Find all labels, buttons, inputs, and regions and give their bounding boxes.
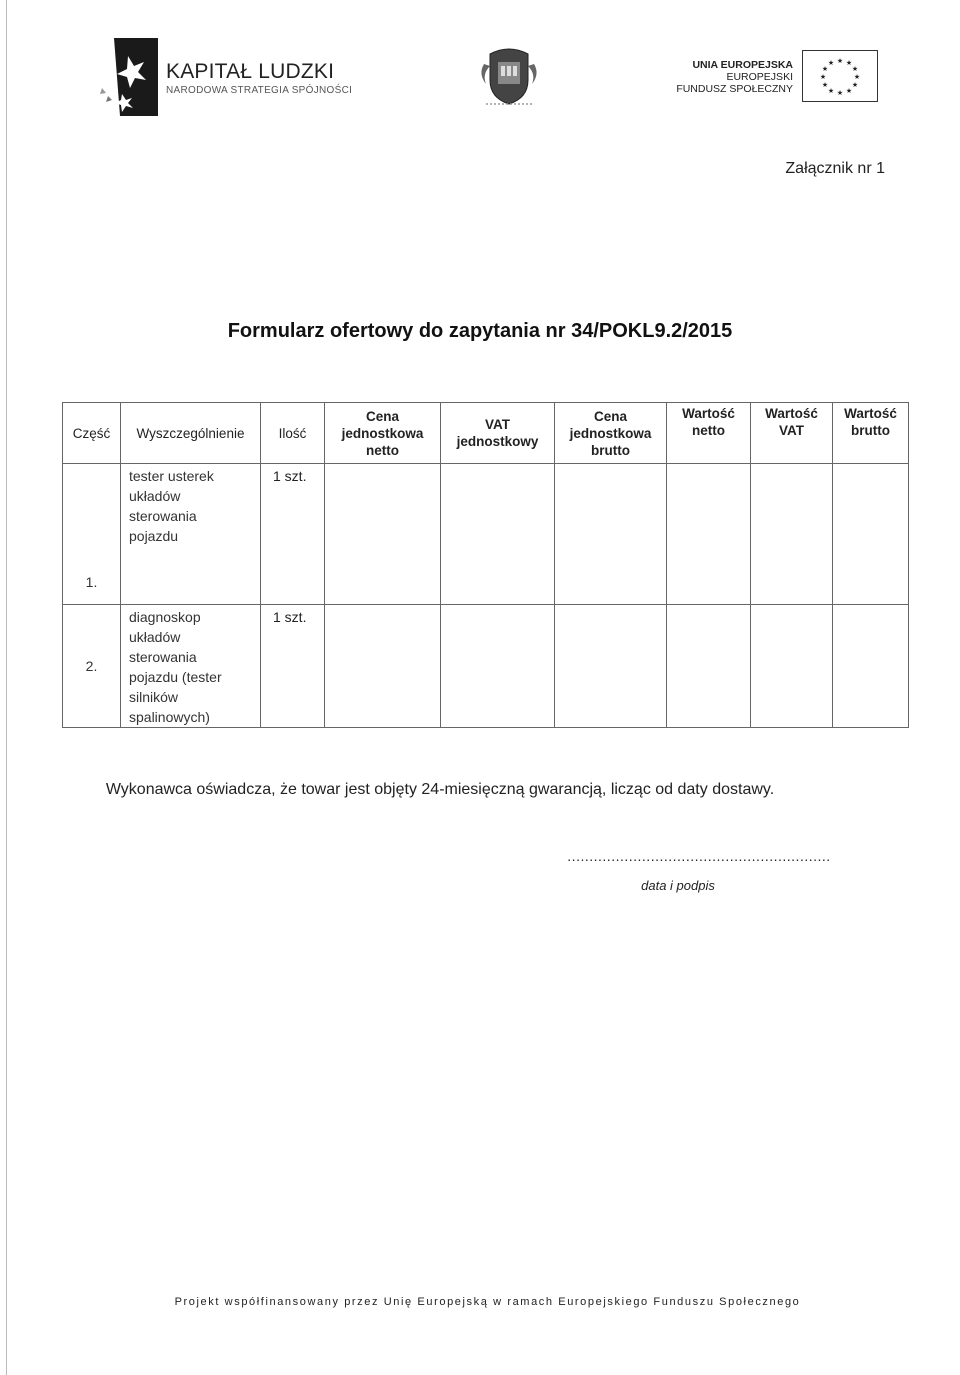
header-unit-net — [325, 403, 441, 464]
header-value-vat-line2: VAT — [779, 423, 804, 438]
row-unit-net-price — [325, 464, 441, 605]
header-spec — [121, 403, 261, 464]
annex-label: Załącznik nr 1 — [785, 160, 885, 177]
row-value-gross — [833, 464, 909, 605]
header-unit-gross-line2: jednostkowa — [569, 425, 652, 441]
svg-text:★: ★ — [821, 65, 829, 73]
offer-table — [62, 402, 909, 728]
header-value-gross-line2: brutto — [851, 423, 890, 438]
svg-text:★: ★ — [827, 87, 835, 95]
header-value-vat-line1: Wartość — [765, 406, 818, 421]
header-spec-label: Wyszczególnienie — [136, 425, 245, 441]
svg-text:★: ★ — [845, 59, 853, 67]
header-part — [63, 403, 121, 464]
row-unit-gross-price — [555, 464, 667, 605]
row-value-net — [667, 464, 751, 605]
footer-cofinancing-note: Projekt współfinansowany przez Unię Europejską w ramach Europejskiego Funduszu Społecznego — [174, 1296, 801, 1308]
kapital-ludzki-logo-icon — [100, 38, 158, 116]
scan-edge-line — [6, 0, 7, 1375]
row-description-line: diagnoskop — [129, 609, 201, 625]
table-row — [63, 464, 909, 605]
row-description-line: sterowania — [129, 508, 197, 524]
header-unit-gross — [555, 403, 667, 464]
header-value-net — [667, 403, 751, 464]
row-number: 2. — [63, 605, 121, 728]
svg-text:★: ★ — [827, 59, 835, 67]
svg-text:★: ★ — [851, 81, 859, 89]
header-unit-gross-line3: brutto — [591, 442, 630, 458]
row-quantity: 1 szt. — [261, 605, 325, 728]
header-qty-label: Ilość — [278, 425, 307, 441]
row-unit-net-price — [325, 605, 441, 728]
row-value-vat — [751, 464, 833, 605]
svg-text:★: ★ — [836, 89, 844, 97]
eu-union-line: UNIA EUROPEJSKA — [692, 59, 793, 71]
signature-label: data i podpis — [641, 878, 715, 893]
row-value-vat — [751, 605, 833, 728]
row-description-line: pojazdu — [129, 528, 179, 544]
row-description — [121, 464, 261, 605]
header-unit-net-line3: netto — [366, 442, 399, 458]
table-row — [63, 605, 909, 728]
header-vat-line2: jednostkowy — [456, 434, 539, 449]
header-part-label: Część — [72, 425, 111, 441]
header-unit-net-line2: jednostkowa — [341, 425, 424, 441]
table-header-row — [63, 403, 909, 464]
row-value-gross — [833, 605, 909, 728]
header-value-net-line1: Wartość — [682, 406, 735, 421]
row-description-line: układów — [129, 629, 181, 645]
program-subtitle: NARODOWA STRATEGIA SPÓJNOŚCI — [166, 85, 353, 96]
eu-fund-line-1: EUROPEJSKI — [726, 71, 793, 83]
row-description-line: układów — [129, 488, 181, 504]
regional-crest-icon — [478, 44, 540, 106]
header-unit-net-line1: Cena — [365, 408, 399, 424]
warranty-statement: Wykonawca oświadcza, że towar jest objęty 24-miesięczną gwarancją, licząc od daty dostawy. — [105, 781, 775, 798]
svg-text:★: ★ — [845, 87, 853, 95]
row-unit-vat — [441, 605, 555, 728]
header-vat-line1: VAT — [485, 417, 510, 432]
header-value-net-line2: netto — [692, 423, 725, 438]
row-description — [121, 605, 261, 728]
row-description-line: spalinowych) — [129, 709, 210, 725]
program-title: KAPITAŁ LUDZKI — [166, 60, 335, 83]
row-value-net — [667, 605, 751, 728]
header-value-gross — [833, 403, 909, 464]
svg-text:★: ★ — [821, 81, 829, 89]
svg-text:★: ★ — [819, 73, 827, 81]
eu-fund-label — [640, 59, 793, 95]
eu-fund-line-2: FUNDUSZ SPOŁECZNY — [676, 83, 793, 95]
signature-line: ............................................................ — [567, 848, 831, 864]
row-unit-vat — [441, 464, 555, 605]
row-quantity: 1 szt. — [261, 464, 325, 605]
row-description-line: sterowania — [129, 649, 197, 665]
row-number: 1. — [63, 464, 121, 605]
header-value-vat — [751, 403, 833, 464]
header-unit-gross-line1: Cena — [593, 408, 627, 424]
row-description-line: tester usterek — [129, 468, 214, 484]
svg-text:★: ★ — [836, 57, 844, 65]
svg-text:★: ★ — [851, 65, 859, 73]
row-description-line: silników — [129, 689, 179, 705]
eu-flag-icon — [802, 50, 878, 102]
header-qty — [261, 403, 325, 464]
row-description-line: pojazdu (tester — [129, 669, 222, 685]
header-vat — [441, 403, 555, 464]
header-value-gross-line1: Wartość — [844, 406, 897, 421]
row-unit-gross-price — [555, 605, 667, 728]
page-title: Formularz ofertowy do zapytania nr 34/POKL9.2/2015 — [227, 320, 733, 342]
svg-text:★: ★ — [853, 73, 861, 81]
